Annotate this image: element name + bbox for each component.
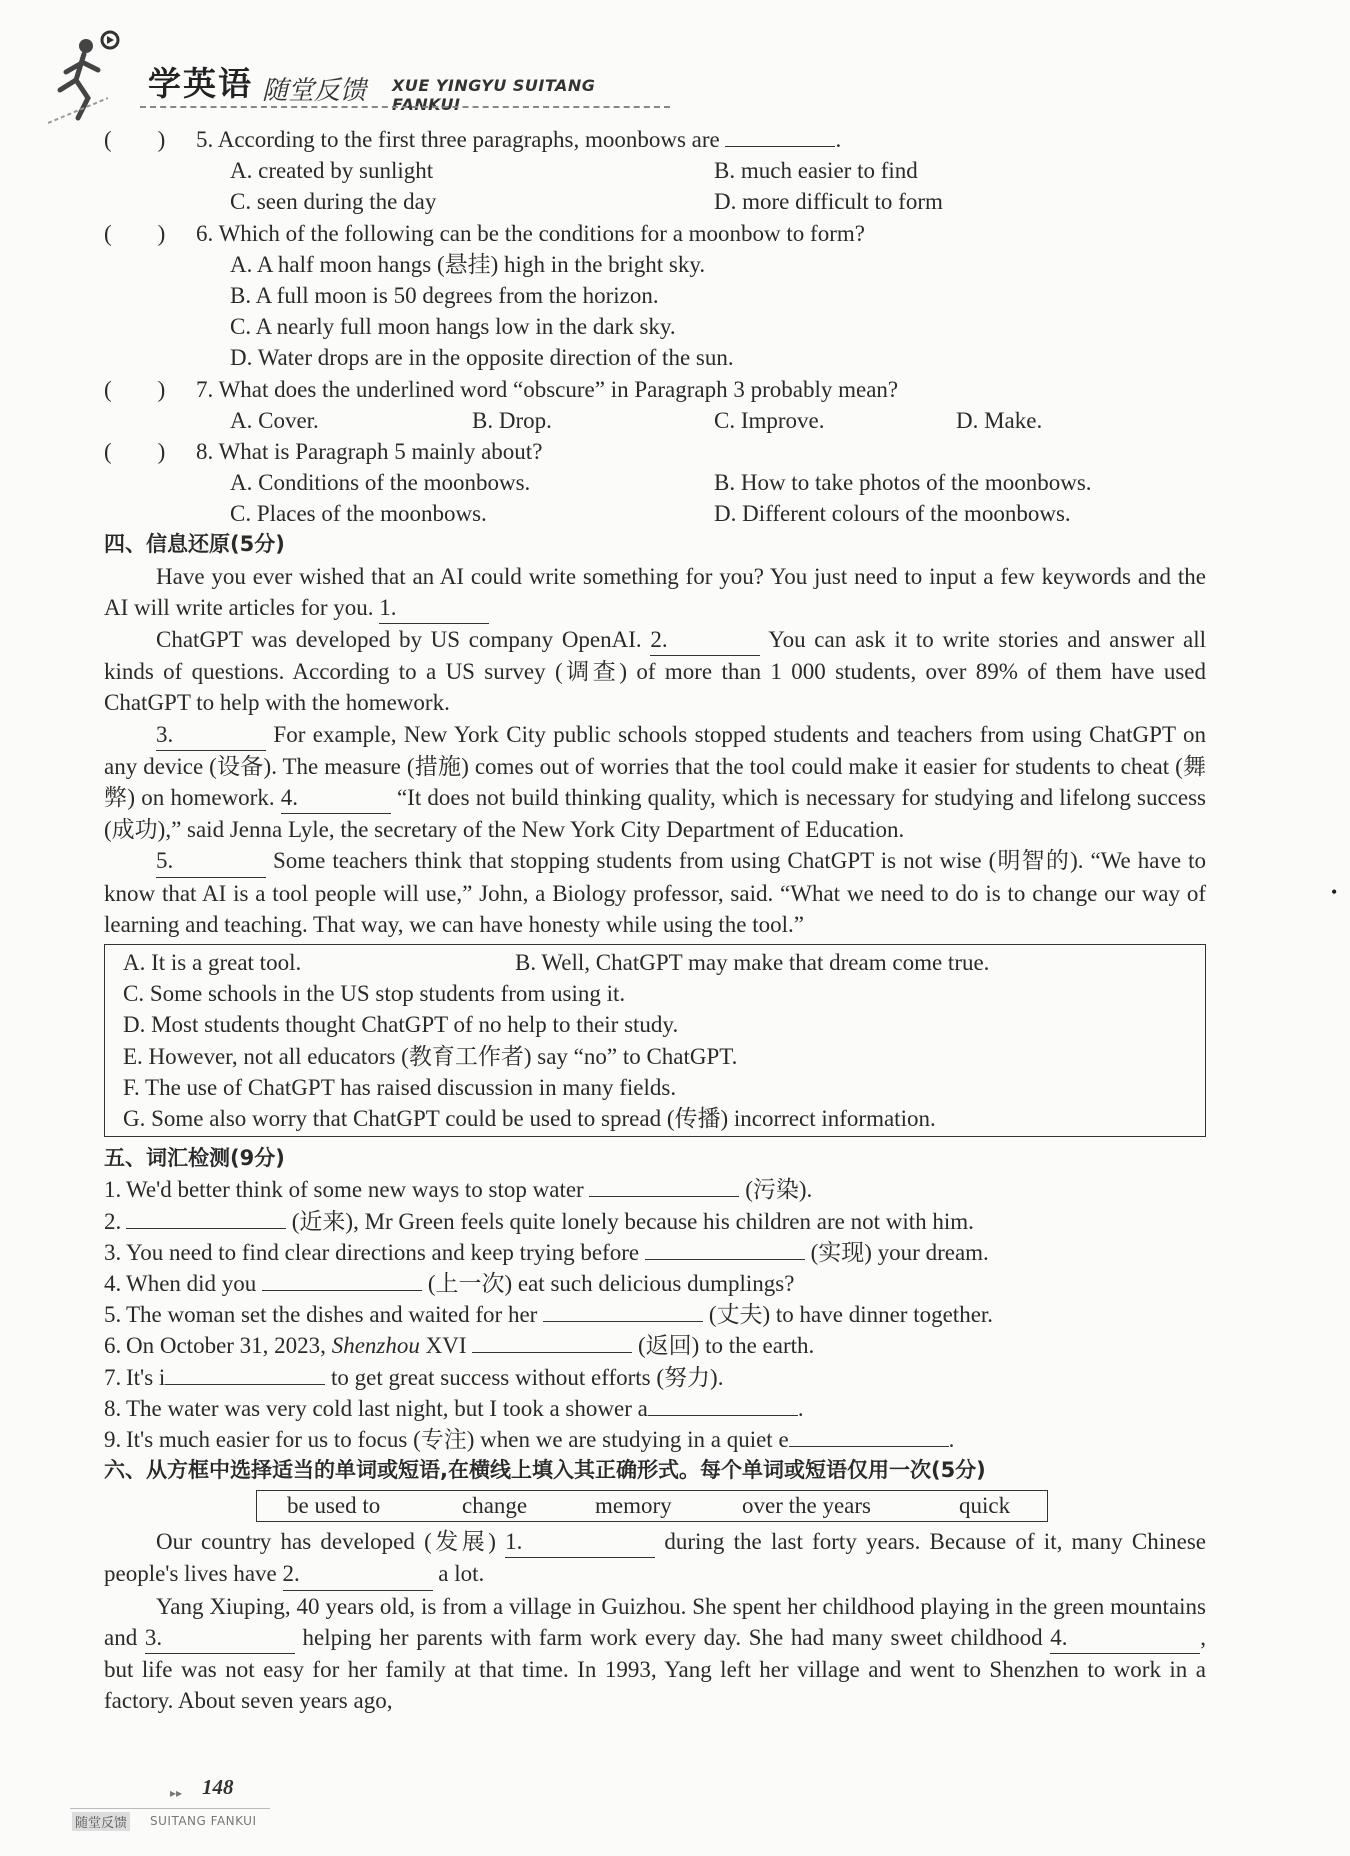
answer-blank[interactable] [645,1237,805,1260]
answer-blank-5[interactable]: 5. [156,845,266,877]
option-b[interactable]: B. much easier to find [714,158,918,184]
option-f: F. The use of ChatGPT has raised discussion in many fields. [123,1074,677,1100]
passage-paragraph-1: Our country has developed (发展) 1. during the last forty years. Because of it, many Chinese people's lives have 2. a lot. [104,1526,1206,1590]
section-6-title: 六、从方框中选择适当的单词或短语,在横线上填入其正确形式。每个单词或短语仅用一次(5分) [104,1458,986,1483]
vocab-item-1: 1. We'd better think of some new ways to stop water (污染). [104,1174,1206,1205]
option-c[interactable]: C. Places of the moonbows. [230,501,487,527]
option-g: G. Some also worry that ChatGPT could be used to spread (传播) incorrect information. [123,1106,936,1131]
passage-paragraph-1: Have you ever wished that an AI could write something for you? You just need to input a few keywords and the AI will write articles for you. 1. [104,561,1206,624]
section-5-title: 五、词汇检测(9分) [104,1146,285,1171]
answer-blank-2[interactable]: 2. [650,624,760,656]
option-a[interactable]: A. Conditions of the moonbows. [230,470,531,496]
brand-title: 学英语 [148,64,253,103]
brand-subtitle: 随堂反馈 [262,76,367,106]
word-bank-item: memory [595,1493,672,1519]
answer-blank-1[interactable]: 1. [505,1526,655,1558]
question-stem: 8. What is Paragraph 5 mainly about? [196,438,543,464]
option-c[interactable]: C. Improve. [714,407,825,433]
option-d[interactable]: D. Different colours of the moonbows. [714,501,1071,527]
answer-blank-4[interactable]: 4. [1050,1622,1200,1654]
vocab-item-6: 6. On October 31, 2023, Shenzhou XVI (返回) to the earth. [104,1330,1206,1361]
option-d[interactable]: D. Water drops are in the opposite direction of the sun. [230,345,734,371]
question-5: ( ) 5. According to the first three paragraphs, moonbows are . A. created by sunlight B. much easier to find C. seen during the day D. more difficult to form [104,124,1206,218]
page-number: 148 [202,1775,234,1799]
brand-pinyin: XUE YINGYU SUITANG FANKUI [392,76,596,114]
answer-paren[interactable]: ( ) [104,127,166,152]
footer-arrow-icon: ▸▸ [170,1786,183,1800]
word-bank-item: be used to [287,1493,381,1519]
option-b[interactable]: B. Drop. [472,407,552,433]
answer-blank[interactable] [589,1174,739,1197]
option-b[interactable]: B. A full moon is 50 degrees from the horizon. [230,282,659,308]
margin-mark: • [1331,882,1338,902]
vocab-item-4: 4. When did you (上一次) eat such delicious dumplings? [104,1268,1206,1299]
vocab-item-5: 5. The woman set the dishes and waited for her (丈夫) to have dinner together. [104,1299,1206,1330]
answer-blank-4[interactable]: 4. [281,782,391,814]
answer-blank-3[interactable]: 3. [145,1622,295,1654]
answer-paren[interactable]: ( ) [104,376,166,402]
option-a[interactable]: A. created by sunlight [230,158,434,184]
option-d[interactable]: D. Make. [956,407,1043,433]
answer-blank-3[interactable]: 3. [156,719,266,751]
answer-blank[interactable] [472,1330,632,1353]
section-4-title: 四、信息还原(5分) [104,532,285,557]
option-d[interactable]: D. more difficult to form [714,189,943,215]
passage-paragraph-3: 3. For example, New York City public schools stopped students and teachers from using ChatGPT on any device (设备). The measure (措施) comes out of worries that the tool could make it easier for students to cheat (舞弊) on homework. 4. “It does not build thinking quality, which is necessary for studying and lifelong success (成功),” said Jenna Lyle, the secretary of the New York City Department of Education. [104,719,1206,846]
word-bank-item: change [462,1493,528,1519]
answer-blank[interactable] [165,1362,325,1385]
answer-paren[interactable]: ( ) [104,438,166,464]
question-7 [104,374,1206,436]
passage-paragraph-2: ChatGPT was developed by US company OpenAI. 2. You can ask it to write stories and answer all kinds of questions. According to a US survey (调查) of more than 1 000 students, over 89% of them have used ChatGPT to help with the homework. [104,624,1206,719]
word-bank-item: over the years [742,1493,871,1519]
option-a[interactable]: A. A half moon hangs (悬挂) high in the bright sky. [230,251,706,277]
answer-blank[interactable] [262,1268,422,1291]
answer-blank-1[interactable]: 1. [379,592,489,624]
question-stem: 5. According to the first three paragraphs, moonbows are [196,127,720,152]
passage-paragraph-4: 5. Some teachers think that stopping students from using ChatGPT is not wise (明智的). “We have to know that AI is a tool people will use,” John, a Biology professor, said. “What we need to do is to change our way of learning and teaching. That way, we can have honesty while using the tool.” [104,845,1206,940]
footer-label-en: SUITANG FANKUI [150,1814,257,1828]
footer-label-cn: 随堂反馈 [72,1812,130,1831]
vocab-item-8: 8. The water was very cold last night, but I took a shower a . [104,1393,1206,1424]
option-b: B. Well, ChatGPT may make that dream come true. [515,950,990,976]
header-divider [140,106,670,108]
answer-blank[interactable] [126,1206,286,1229]
word-bank-item: quick [959,1493,1011,1519]
question-8 [104,436,1206,530]
option-b[interactable]: B. How to take photos of the moonbows. [714,470,1092,496]
vocab-item-9: 9. It's much easier for us to focus (专注) when we are studying in a quiet e . [104,1424,1206,1455]
option-c[interactable]: C. seen during the day [230,189,437,215]
answer-paren[interactable]: ( ) [104,220,166,246]
option-c[interactable]: C. A nearly full moon hangs low in the dark sky. [230,314,676,340]
vocab-list [104,1174,1206,1455]
option-d: D. Most students thought ChatGPT of no help to their study. [123,1012,679,1038]
option-a[interactable]: A. Cover. [230,407,319,433]
answer-blank-2[interactable]: 2. [283,1558,433,1590]
options-box [104,944,1206,1137]
option-c: C. Some schools in the US stop students from using it. [123,981,626,1007]
option-e: E. However, not all educators (教育工作者) say “no” to ChatGPT. [123,1043,738,1069]
answer-blank[interactable] [725,124,835,147]
vocab-item-7: 7. It's i to get great success without efforts (努力). [104,1362,1206,1393]
question-stem: 7. What does the underlined word “obscure” in Paragraph 3 probably mean? [196,376,899,402]
word-bank-box [256,1490,1048,1522]
page-header [40,18,660,118]
answer-blank[interactable] [648,1393,798,1416]
worksheet-content [104,124,1206,1716]
answer-blank[interactable] [543,1299,703,1322]
question-stem: 6. Which of the following can be the conditions for a moonbow to form? [196,220,865,246]
vocab-item-3: 3. You need to find clear directions and keep trying before (实现) your dream. [104,1237,1206,1268]
runner-logo-icon [48,28,138,128]
vocab-item-2: 2. (近来), Mr Green feels quite lonely because his children are not with him. [104,1206,1206,1237]
option-a: A. It is a great tool. [123,950,302,976]
question-6 [104,218,1206,374]
answer-blank[interactable] [789,1424,949,1447]
passage-paragraph-2: Yang Xiuping, 40 years old, is from a village in Guizhou. She spent her childhood playing in the green mountains and 3. helping her parents with farm work every day. She had many sweet childhood 4. , but life was not easy for her family at that time. In 1993, Yang left her village and went to Shenzhen to work in a factory. About seven years ago, [104,1593,1206,1714]
